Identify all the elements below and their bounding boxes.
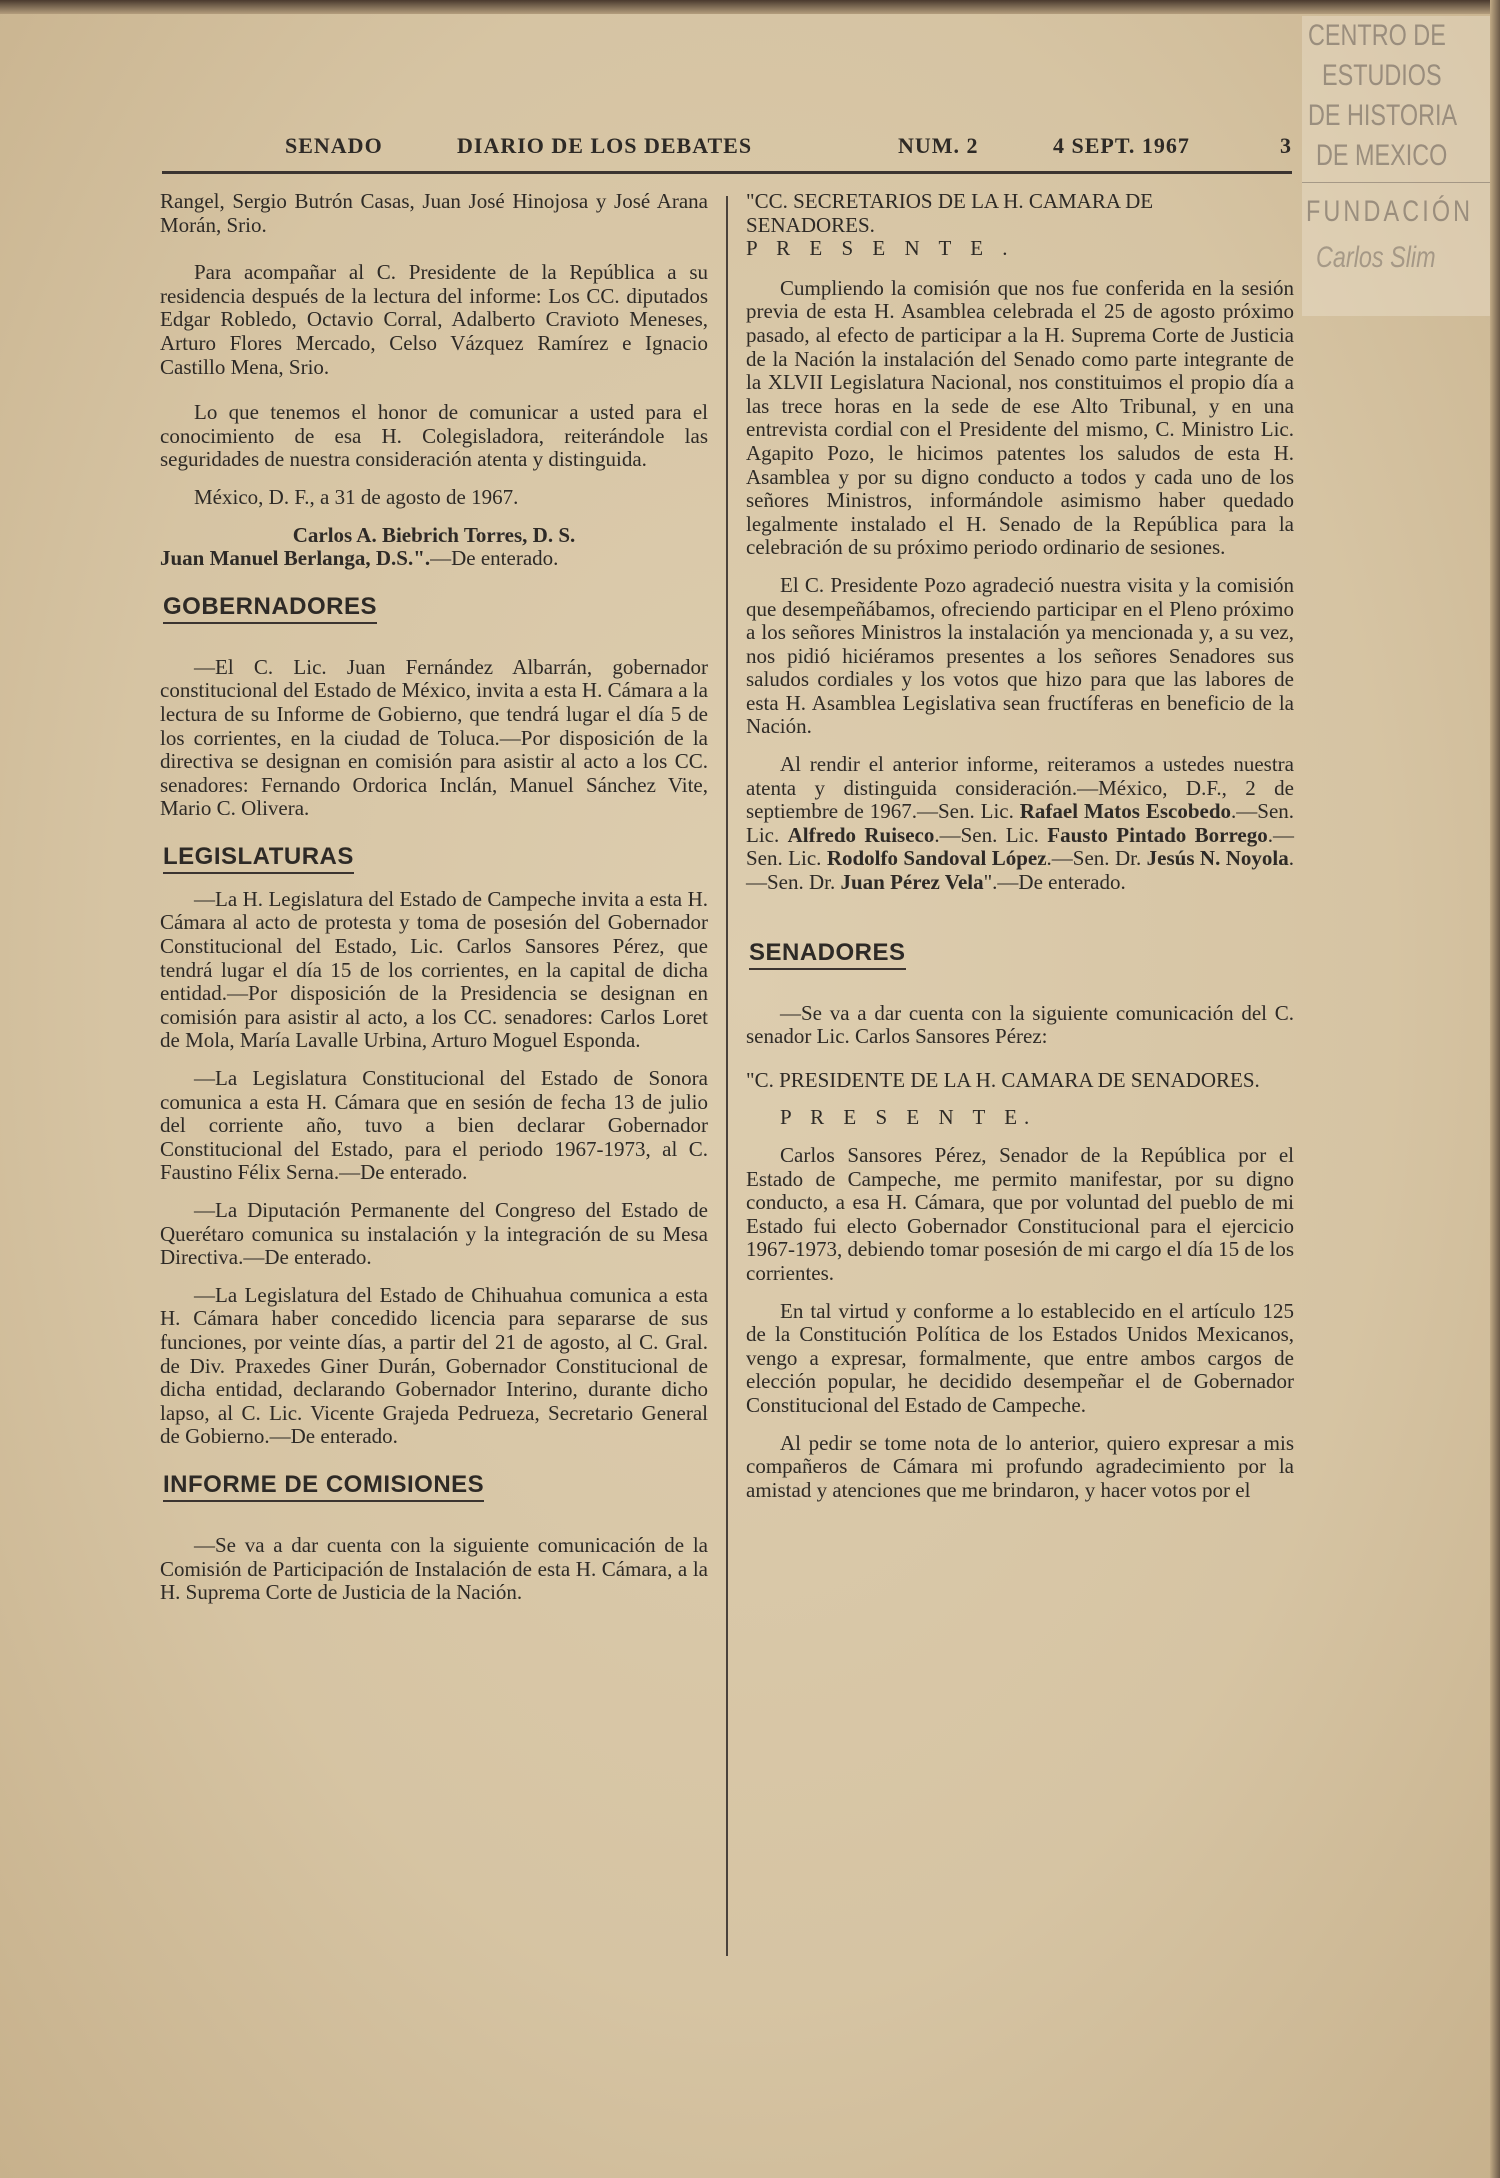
left-column [160,190,708,1619]
signature: Carlos A. Biebrich Torres, D. S. [292,522,576,547]
header-date: 4 SEPT. 1967 [1053,133,1190,158]
watermark [1302,16,1490,316]
salutation: P R E S E N T E . [746,236,1015,261]
page-edge [1490,0,1500,2178]
watermark-logo: Carlos Slim [1316,241,1436,274]
right-column [746,190,1294,1516]
page-edge [0,0,1500,14]
section-heading-senadores: SENADORES [749,939,906,970]
paragraph: —La H. Legislatura del Estado de Campeche invita a esta H. Cámara al acto de protesta y toma de posesión del Gobernador Constitucional del Estado, Lic. Carlos Sansores Pérez, que tendrá lugar el día 15 de los corrientes, en la capital de dicha entidad.—Por disposición de la Presidencia se designan en comisión para asistir al acto, a los CC. senadores: Carlos Loret de Mola, María Lavalle Urbina, Arturo Moguel Esponda. [160,886,708,1053]
paragraph: —La Legislatura Constitucional del Estado de Sonora comunica a esta H. Cámara que en sesión de fecha 13 de julio del corriente año, tuvo a bien declarar Gobernador Constitucional del Estado, para el periodo 1967-1973, al C. Faustino Félix Serna.—De enterado. [160,1066,708,1185]
header-rule [162,171,1292,174]
header-page-number: 3 [1280,133,1292,158]
signature-name: Juan Manuel Berlanga, D.S.". [160,546,431,571]
paragraph: Para acompañar al C. Presidente de la República a su residencia después de la lectura del informe: Los CC. diputados Edgar Robledo, Octavio Corral, Adalberto Cravioto Meneses, Arturo Flores Mercado, Celso Vázquez Ramírez e Ignacio Castillo Mena, Srio. [160,260,708,379]
paragraph: —La Legislatura del Estado de Chihuahua comunica a esta H. Cámara haber concedido licencia para separarse de sus funciones, por veinte días, a partir del 21 de agosto, al C. Gral. de Div. Praxedes Giner Durán, Gobernador Constitucional de dicha entidad, declarando Gobernador Interino, durante dicho lapso, al C. Lic. Vicente Grajeda Pedrueza, Secretario General de Gobierno.—De enterado. [160,1282,708,1449]
text-segment: Al rendir el anterior informe, reiteramos a ustedes nuestra atenta y distinguida consideración.—México, D.F., 2 de septiembre de 1967.—Sen. Lic. [746,752,1294,824]
paragraph: —La Diputación Permanente del Congreso del Estado de Querétaro comunica su instalación y la integración de su Mesa Directiva.—De enterado. [160,1198,708,1270]
paragraph: —Se va a dar cuenta con la siguiente comunicación de la Comisión de Participación de Instalación de esta H. Cámara, a la H. Suprema Corte de Justicia de la Nación. [160,1532,708,1605]
signature [160,547,708,571]
senator-name: Alfredo Ruiseco [787,822,935,847]
watermark-text: ESTUDIOS [1322,59,1442,92]
senator-name: Rafael Matos Escobedo [1019,799,1232,824]
section-heading-gobernadores: GOBERNADORES [163,593,377,624]
address-line: "C. PRESIDENTE DE LA H. CAMARA DE SENADORES. [746,1067,1260,1092]
paragraph: El C. Presidente Pozo agradeció nuestra visita y la comisión que desempeñábamos, ofreciendo participar en el Pleno próximo a los señores Ministros la instalación ya mencionada y, a su vez, nos pidió hiciéramos presentes a los señores Senadores sus saludos cordiales y los votos que hizo para que las labores de esta H. Asamblea Legislativa sean fructíferas en beneficio de la Nación. [746,572,1294,739]
watermark-text: FUNDACIÓN [1306,195,1474,228]
paragraph: Cumpliendo la comisión que nos fue conferida en la sesión previa de esta H. Asamblea celebrada el 25 de agosto próximo pasado, al efecto de participar a la H. Suprema Corte de Justicia de la Nación la instalación del Senado como parte integrante de la XLVII Legislatura Nacional, nos constituimos el propio día a las trece horas en la sede de ese Alto Tribunal, y en una entrevista cordial con el Presidente del mismo, C. Ministro Lic. Agapito Pozo, le hicimos patentes los saludos de esta H. Asamblea y por su digno conducto a todos y cada uno de los señores Ministros, informándole asimismo haber quedado legalmente instalado el H. Senado de la República para la celebración de su próximo periodo ordinario de sesiones. [746,275,1294,560]
paragraph: En tal virtud y conforme a lo establecido en el artículo 125 de la Constitución Política de los Estados Unidos Mexicanos, vengo a expresar, formalmente, que entre ambos cargos de elección popular, he decidido desempeñar el de Gobernador Constitucional del Estado de Campeche. [746,1298,1294,1417]
senator-name: Juan Pérez Vela [840,870,984,895]
paragraph: —Se va a dar cuenta con la siguiente comunicación del C. senador Lic. Carlos Sansores Pérez: [746,1000,1294,1049]
text-segment: .—Sen. Lic. [746,822,1294,871]
text-segment: .—Sen. Dr. [746,846,1294,895]
text-segment: .—Sen. Lic. [746,799,1295,847]
paragraph: Rangel, Sergio Butrón Casas, Juan José Hinojosa y José Arana Morán, Srio. [160,189,708,237]
paragraph: México, D. F., a 31 de agosto de 1967. [194,484,519,509]
salutation: P R E S E N T E. [780,1105,1037,1130]
paragraph [746,753,1294,895]
text-segment: .—Sen. Dr. [1046,846,1147,871]
paragraph: Lo que tenemos el honor de comunicar a usted para el conocimiento de esa H. Colegisladora, reiterándole las seguridades de nuestra consideración atenta y distinguida. [160,400,708,472]
senator-name: Jesús N. Noyola [1146,846,1289,871]
senator-name: Rodolfo Sandoval López [826,846,1047,871]
watermark-text: CENTRO DE [1308,19,1446,52]
paragraph: Carlos Sansores Pérez, Senador de la República por el Estado de Campeche, me permito manifestar, por su digno conducto, a esa H. Cámara, que por voluntad del pueblo de mi Estado fui electo Gobernador Constitucional para el ejercicio 1967-1973, debiendo tomar posesión de mi cargo el día 15 de los corrientes. [746,1143,1294,1285]
text-segment: .—Sen. Lic. [934,822,1048,847]
senator-name: Fausto Pintado Borrego [1047,822,1268,847]
watermark-text: DE HISTORIA [1308,99,1458,132]
paragraph: Al pedir se tome nota de lo anterior, quiero expresar a mis compañeros de Cámara mi profundo agradecimiento por la amistad y atenciones que me brindaron, y hacer votos por el [746,1430,1294,1502]
section-heading-legislaturas: LEGISLATURAS [163,843,354,874]
header-number: NUM. 2 [898,133,979,158]
signature-note: —De enterado. [430,546,559,571]
header-publication: DIARIO DE LOS DEBATES [457,133,753,158]
text-segment: ".—De enterado. [983,870,1126,895]
header-section: SENADO [285,133,383,158]
page-header [160,133,1295,163]
address-line: "CC. SECRETARIOS DE LA H. CAMARA DE SENADORES. [746,189,1154,237]
watermark-text: DE MEXICO [1316,139,1448,172]
section-heading-informe-de-comisiones: INFORME DE COMISIONES [163,1471,484,1502]
paragraph: —El C. Lic. Juan Fernández Albarrán, gobernador constitucional del Estado de México, invita a esta H. Cámara a la lectura de su Informe de Gobierno, que tendrá lugar el día 5 de los corrientes, en la ciudad de Toluca.—Por disposición de la directiva se designan en comisión para asistir al acto a los CC. senadores: Fernando Ordorica Inclán, Manuel Sánchez Vite, Mario C. Olivera. [160,654,708,821]
column-divider [726,196,728,1956]
